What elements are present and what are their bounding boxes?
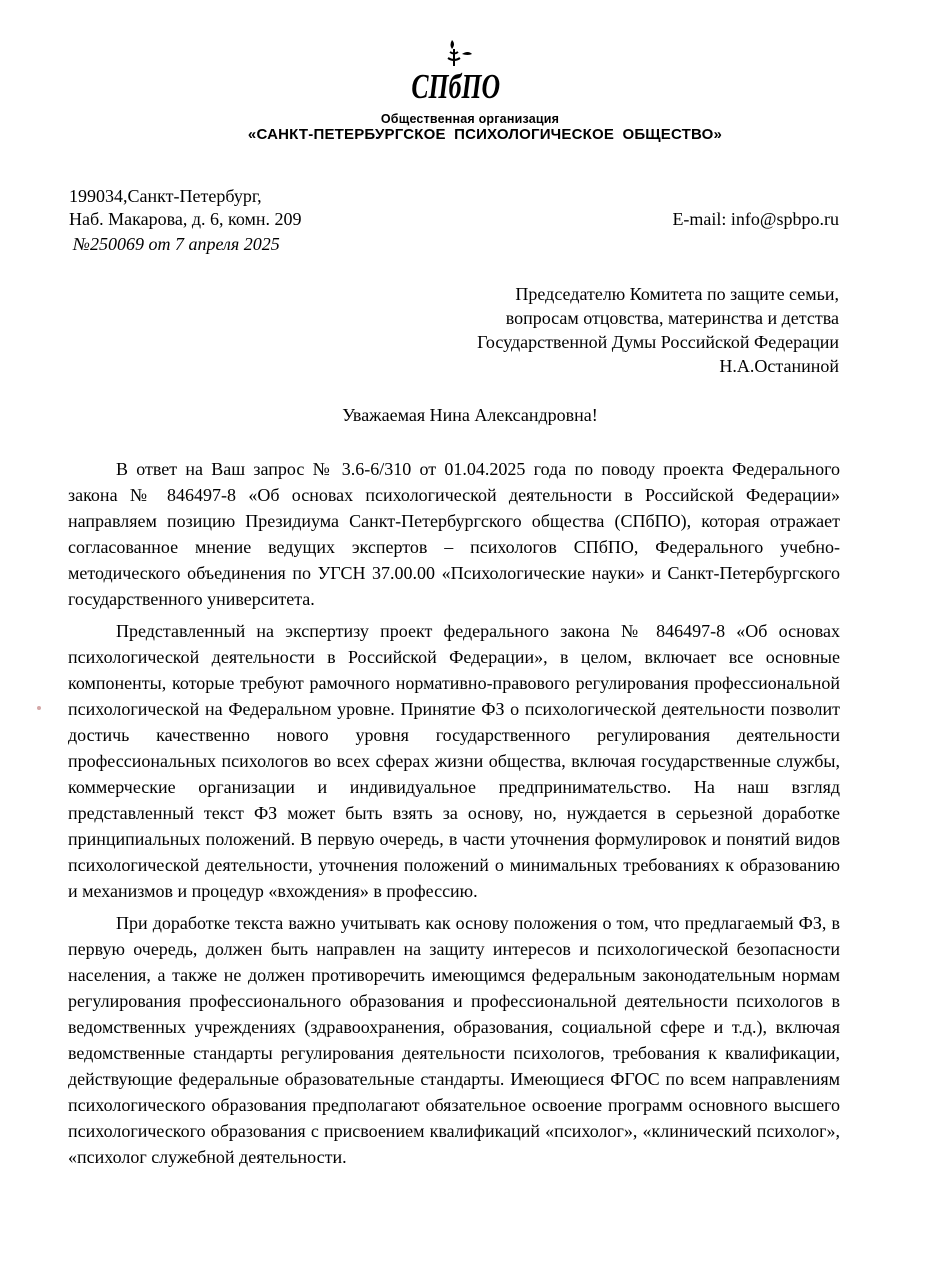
letter-body [68,456,840,1176]
spbpo-logo [411,38,501,114]
addressee-line: вопросам отцовства, материнства и детства [505,308,839,328]
sender-address-line2: Наб. Макарова, д. 6, комн. 209 [69,209,302,229]
body-paragraph: В ответ на Ваш запрос № 3.6-6/310 от 01.04.2025 года по поводу проекта Федерального закона № 846497-8 «Об основах психологической деятельности в Российской Федерации» направляем позицию Президиума Санкт-Петербургского общества (СПбПО), которая отражает согласованное мнение ведущих экспертов – психологов СПбПО, Федерального учебно-методического объединения по УГСН 37.00.00 «Психологические науки» и Санкт-Петербургского государственного университета. [68,459,840,609]
scan-speck [37,706,41,710]
salutation: Уважаемая Нина Александровна! [342,405,598,425]
org-type: Общественная организация [380,112,560,126]
body-paragraph: Представленный на экспертизу проект федерального закона № 846497-8 «Об основах психологической деятельности в Российской Федерации», в целом, включает все основные компоненты, которые требуют рамочного нормативно-правового регулирования профессиональной психологической на Федеральном уровне. Принятие ФЗ о психологической деятельности позволит достичь качественно нового уровня государственного регулирования деятельности профессиональных психологов во всех сферах жизни общества, включая государственные службы, коммерческие организации и индивидуальное предпринимательство. На наш взгляд представленный текст ФЗ может быть взять за основу, но, нуждается в серьезной доработке принципиальных положений. В первую очередь, в части уточнения формулировок и понятий видов психологической деятельности, уточнения положений о минимальных требованиях к образованию и механизмов и процедур «вхождения» в профессию. [68,621,840,901]
body-paragraph: При доработке текста важно учитывать как основу положения о том, что предлагаемый ФЗ, в первую очередь, должен быть направлен на защиту интересов и психологической безопасности населения, а также не должен противоречить имеющимся федеральным законодательным нормам регулирования профессионального образования и профессиональной деятельности психологов в ведомственных учреждениях (здравоохранения, образования, социальной сфере и т.д.), включая ведомственные стандарты регулирования деятельности психологов, требования к квалификации, действующие федеральные образовательные стандарты. Имеющиеся ФГОС по всем направлениям психологического образования предполагают обязательное освоение программ основного высшего психологического образования с присвоением квалификаций «психолог», «клинический психолог», «психолог служебной деятельности. [68,913,840,1167]
addressee-line: Председателю Комитета по защите семьи, [515,284,839,304]
letter-reference: №250069 от 7 апреля 2025 [73,234,280,254]
logo-text: СПбПО [411,67,501,106]
sender-email: E-mail: info@spbpo.ru [672,209,839,229]
addressee-line: Н.А.Останиной [719,356,839,376]
org-name: «САНКТ-ПЕТЕРБУРГСКОЕ ПСИХОЛОГИЧЕСКОЕ ОБЩЕСТВО» [247,126,723,143]
sender-address-line1: 199034,Санкт-Петербург, [69,186,262,206]
addressee-line: Государственной Думы Российской Федерации [477,332,839,352]
addressee-block [477,282,839,378]
